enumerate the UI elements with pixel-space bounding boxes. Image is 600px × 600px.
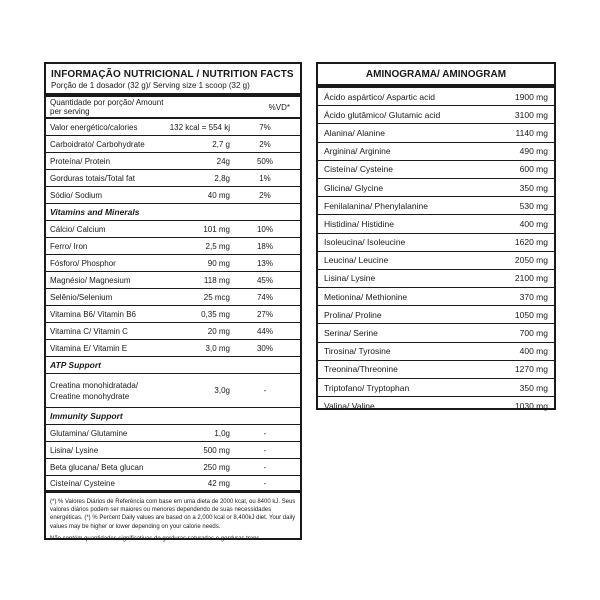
vitamins-section-title: Vitamins and Minerals — [46, 204, 300, 221]
amino-row — [318, 124, 554, 142]
amino-label: Treonina/Threonine — [324, 364, 398, 375]
amino-value: 1140 mg — [515, 127, 548, 138]
nutrient-amount: 2,7 g — [212, 139, 230, 149]
nutrient-daily-value: - — [263, 428, 267, 438]
nutrition-header-row — [46, 97, 300, 119]
amino-value: 1050 mg — [514, 309, 548, 320]
amino-value: 1270 mg — [514, 364, 548, 375]
footnote-daily-values: (*) % Valores Diários de Referência com base em uma dieta de 2000 kcal, ou 8400 kJ. Seus valores diários podem ser maiores ou menores dependendo de suas necessidades energéticas. (*) % Percent Daily values are based on a 2,000 kcal or 8,400kJ diet. Your daily values may be higher or lower depending on your calorie needs. — [50, 499, 296, 530]
amino-value: 2100 mg — [514, 273, 548, 284]
nutrient-amount: 132 kcal = 554 kj — [169, 122, 230, 132]
amino-label: Serina/ Serine — [324, 328, 378, 339]
nutrient-label: Ferro/ Iron — [50, 241, 88, 251]
nutrition-facts-table — [44, 62, 302, 540]
nutrient-label: Vitamina C/ Vitamin C — [50, 326, 128, 336]
nutrient-row — [46, 272, 300, 289]
amino-value: 3100 mg — [514, 109, 548, 120]
nutrient-row — [46, 170, 300, 187]
nutrient-amount: 0,35 mg — [201, 309, 230, 319]
nutrient-row — [46, 136, 300, 153]
footnotes — [46, 493, 300, 543]
nutrient-amount: 90 mg — [207, 258, 230, 268]
amino-row — [318, 88, 554, 106]
amino-label: Prolina/ Proline — [324, 309, 382, 320]
amino-value: 700 mg — [519, 328, 548, 339]
footnote-fats: Não contém quantidades significativas de gorduras saturadas e gorduras trans. — [50, 535, 262, 542]
aminogram-table — [316, 62, 556, 410]
amino-value: 400 mg — [519, 346, 548, 357]
amino-row — [318, 197, 554, 215]
amino-label: Metionina/ Methionine — [324, 291, 408, 302]
nutrient-label: Magnésio/ Magnesium — [50, 275, 131, 285]
amino-value: 370 mg — [519, 291, 548, 302]
amount-per-serving-header: Quantidade por porção/ Amount per serving — [50, 98, 164, 116]
amino-row — [318, 234, 554, 252]
nutrient-amount: 25 mcg — [203, 292, 230, 302]
amino-label: Glicina/ Glycine — [324, 182, 384, 193]
nutrient-row — [46, 323, 300, 340]
nutrient-row — [46, 255, 300, 272]
nutrient-daily-value: 13% — [256, 258, 273, 268]
amino-value: 600 mg — [519, 164, 548, 175]
amino-row — [318, 306, 554, 324]
nutrient-amount: 101 mg — [203, 224, 230, 234]
nutrient-daily-value: 44% — [256, 326, 273, 336]
amino-value: 350 mg — [519, 182, 548, 193]
amino-value: 350 mg — [519, 382, 548, 393]
nutrient-daily-value: 74% — [256, 292, 273, 302]
amino-value: 2050 mg — [514, 255, 548, 266]
nutrient-daily-value: - — [263, 445, 267, 455]
aminogram-title: AMINOGRAMA/ AMINOGRAM — [318, 64, 554, 88]
nutrient-row — [46, 425, 300, 442]
nutrient-row — [46, 153, 300, 170]
nutrition-title: INFORMAÇÃO NUTRICIONAL / NUTRITION FACTS — [51, 69, 294, 80]
nutrient-row — [46, 119, 300, 136]
nutrient-label: Selênio/Selenium — [50, 292, 113, 302]
nutrient-amount: 500 mg — [203, 445, 230, 455]
amino-row — [318, 288, 554, 306]
amino-label: Lisina/ Lysine — [324, 273, 376, 284]
nutrient-daily-value: 2% — [259, 190, 271, 200]
nutrient-daily-value: 45% — [256, 275, 273, 285]
amino-value: 1030 mg — [514, 401, 548, 412]
amino-label: Alanina/ Alanine — [324, 127, 385, 138]
amino-label: Valina/ Valine — [324, 401, 375, 412]
nutrient-amount: 42 mg — [207, 478, 230, 488]
amino-value: 1620 mg — [514, 237, 548, 248]
amino-label: Fenilalanina/ Phenylalanine — [324, 200, 428, 211]
nutrient-daily-value: 1% — [259, 173, 271, 183]
nutrient-amount: 20 mg — [207, 326, 230, 336]
nutrient-amount: 3,0g — [214, 386, 230, 395]
nutrient-daily-value: 2% — [259, 139, 271, 149]
nutrient-daily-value: 7% — [259, 122, 271, 132]
nutrient-amount: 1,0g — [214, 428, 230, 438]
nutrient-label: Vitamina E/ Vitamin E — [50, 343, 128, 353]
nutrient-row — [46, 459, 300, 476]
nutrient-row — [46, 306, 300, 323]
nutrient-label: Cisteína/ Cysteine — [50, 478, 115, 488]
amino-value: 490 mg — [519, 146, 548, 157]
amino-row — [318, 161, 554, 179]
nutrient-label: Gorduras totais/Total fat — [50, 173, 135, 183]
nutrient-label: Carboidrato/ Carbohydrate — [50, 139, 145, 149]
amino-label: Arginina/ Arginine — [324, 146, 391, 157]
nutrient-daily-value: - — [263, 478, 267, 488]
nutrient-label: Beta glucana/ Beta glucan — [50, 462, 144, 472]
nutrient-label: Lisina/ Lysine — [50, 445, 99, 455]
immunity-section-title: Immunity Support — [46, 408, 300, 425]
nutrient-daily-value: 18% — [256, 241, 273, 251]
amino-row — [318, 252, 554, 270]
nutrient-amount: 2,8g — [214, 173, 230, 183]
nutrient-daily-value: - — [263, 462, 267, 472]
amino-row — [318, 215, 554, 233]
amino-row — [318, 143, 554, 161]
amino-label: Tirosina/ Tyrosine — [324, 346, 391, 357]
amino-row — [318, 270, 554, 288]
nutrient-amount: 24g — [216, 156, 230, 166]
nutrient-amount: 118 mg — [203, 275, 230, 285]
nutrient-daily-value: - — [263, 386, 267, 395]
amino-row — [318, 343, 554, 361]
nutrient-row — [46, 476, 300, 493]
nutrient-label: Cálcio/ Calcium — [50, 224, 106, 234]
amino-label: Ácido glutâmico/ Glutamic acid — [324, 109, 441, 120]
nutrient-row — [46, 221, 300, 238]
nutrient-label: Creatina monohidratada/ Creatine monohydrate — [50, 380, 139, 401]
nutrient-amount: 3,0 mg — [205, 343, 230, 353]
amino-row — [318, 324, 554, 342]
nutrient-daily-value: 50% — [256, 156, 273, 166]
atp-section-title: ATP Support — [46, 357, 300, 374]
amino-label: Ácido aspártico/ Aspartic acid — [324, 91, 436, 102]
amino-row — [318, 397, 554, 415]
amino-row — [318, 106, 554, 124]
nutrient-amount: 250 mg — [203, 462, 230, 472]
daily-value-header: %VD* — [268, 102, 290, 112]
amino-label: Histidina/ Histidine — [324, 218, 394, 229]
amino-label: Triptofano/ Tryptophan — [324, 382, 410, 393]
nutrient-amount: 2,5 mg — [205, 241, 230, 251]
amino-value: 1900 mg — [514, 91, 548, 102]
nutrient-row — [46, 374, 300, 408]
nutrient-row — [46, 340, 300, 357]
nutrient-daily-value: 30% — [256, 343, 273, 353]
nutrient-row — [46, 442, 300, 459]
amino-row — [318, 379, 554, 397]
amino-value: 530 mg — [519, 200, 548, 211]
nutrient-label: Proteína/ Protein — [50, 156, 111, 166]
nutrient-amount: 40 mg — [207, 190, 230, 200]
amino-value: 400 mg — [519, 218, 548, 229]
amino-row — [318, 179, 554, 197]
amino-row — [318, 361, 554, 379]
nutrient-daily-value: 10% — [256, 224, 273, 234]
amino-label: Cisteína/ Cysteine — [324, 164, 393, 175]
serving-size: Porção de 1 dosador (32 g)/ Serving size 1 scoop (32 g) — [46, 80, 300, 97]
amino-label: Leucina/ Leucine — [324, 255, 389, 266]
nutrient-row — [46, 187, 300, 204]
nutrient-label: Glutamina/ Glutamine — [50, 428, 128, 438]
nutrient-label: Sódio/ Sodium — [50, 190, 103, 200]
nutrient-daily-value: 27% — [256, 309, 273, 319]
nutrient-label: Vitamina B6/ Vitamin B6 — [50, 309, 136, 319]
nutrient-row — [46, 238, 300, 255]
nutrient-label: Fósforo/ Phosphor — [50, 258, 116, 268]
amino-label: Isoleucina/ Isoleucine — [324, 237, 406, 248]
nutrient-row — [46, 289, 300, 306]
nutrient-label: Valor energético/calories — [50, 122, 138, 132]
